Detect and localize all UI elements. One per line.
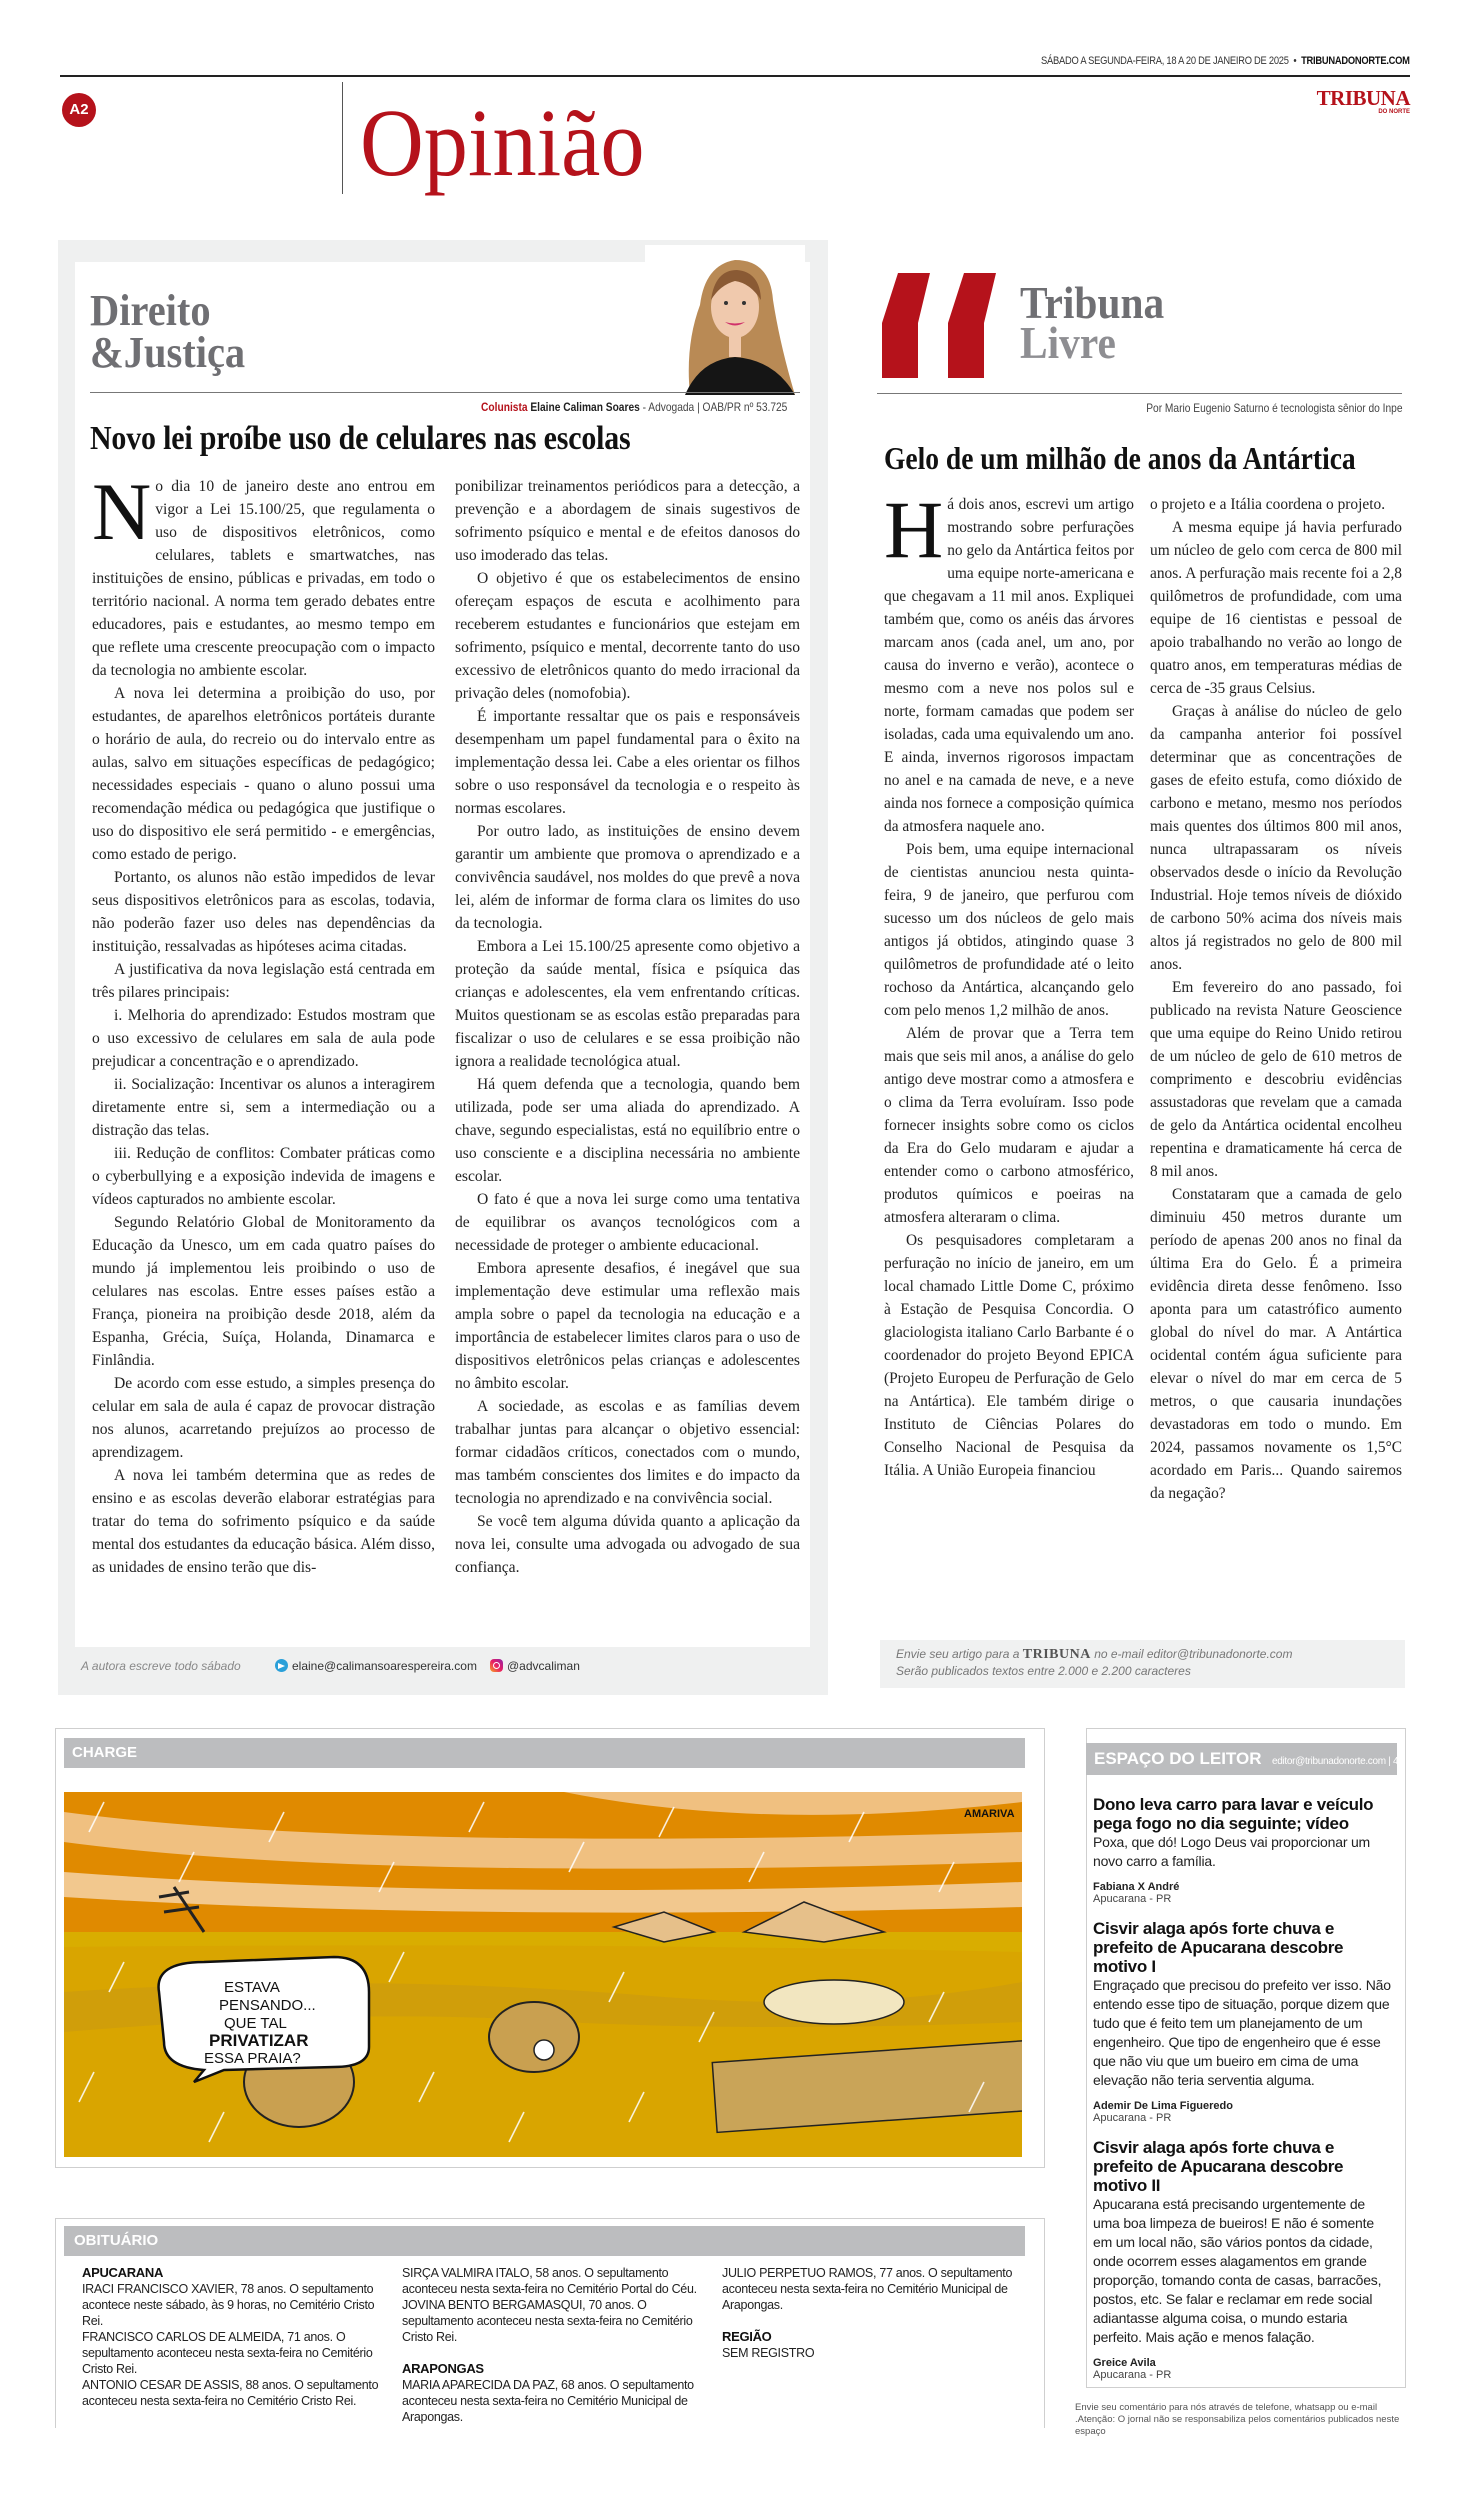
letter-author: Ademir De Lima Figueredo [1093,2100,1233,2112]
charge-header: CHARGE [64,1738,1025,1768]
submission-brand: TRIBUNA [1022,1647,1091,1662]
article-paragraph: O fato é que a nova lei surge como uma tentativa de equilibrar os avanços tecnológicos com a necessidade de proteger o ambiente educacional. [455,1191,800,1254]
brand-logo[interactable] [1317,88,1410,115]
obit-entry: SIRÇA VALMIRA ITALO, 58 anos. O sepultamento aconteceu nesta sexta-feira no Cemitério Portal do Céu. [402,2266,697,2296]
submission-note [880,1640,1405,1688]
article-column-2 [455,475,800,1610]
article-paragraph: No dia 10 de janeiro deste ano entrou em vigor a Lei 15.100/25, que regulamenta o uso de dispositivos eletrônicos, como celulares, tablets e smartwatches, nas instituições de ensino, públicas e privadas, em todo o território nacional. A norma tem gerado debates entre educadores, pais e estudantes, ao mesmo tempo em que reflete uma crescente preocupação com o impacto da tecnologia no ambiente escolar. [92,475,435,679]
separator: • [1293,55,1297,67]
byline-label: Colunista [480,400,528,414]
header-rule [60,75,1410,77]
instagram-handle: @advcaliman [507,1659,580,1673]
columnist-instagram[interactable] [490,1659,580,1673]
title-divider [342,82,343,194]
article-paragraph: A nova lei determina a proibição do uso, por estudantes, de aparelhos eletrônicos portáteis durante o horário de aula, do recreio ou do intervalo entre as aulas, salvo em situações específicas de pedagógico; necessidades especiais - quano o aluno possui uma recomendação médica ou pedagógica que justifique o uso do dispositivo ele será permitido - e emergências, como estado de perigo. [92,685,435,863]
article-paragraph: Graças à análise do núcleo de gelo da campanha anterior foi possível determinar que as concentrações de gases de efeito estufa, como dióxido de carbono e metano, mesmo nos períodos mais quentes dos últimos 800 mil anos, nunca ultrapassaram os níveis observados desde o início da Revolução Industrial. Hoje temos níveis de dióxido de carbono 50% acima dos níveis mais altos já registrados no gelo de 800 mil anos. [1150,703,1402,973]
drop-cap: N [92,475,152,557]
speech-text-line2: PENSANDO... [219,1997,316,2014]
author-schedule-note: A autora escreve todo sábado [81,1659,241,1673]
quote-mark-icon [880,273,1000,378]
letter-author: Fabiana X André [1093,1881,1180,1893]
tribuna-livre-title-line1: Tribuna [1020,277,1165,328]
espaco-do-leitor-header [1086,1743,1451,1775]
tribuna-livre-rule [877,393,1402,394]
obit-entry: JULIO PERPETUO RAMOS, 77 anos. O sepultamento aconteceu nesta sexta-feira no Cemitério Municipal de Arapongas. [722,2266,1013,2312]
article-paragraph: Em fevereiro do ano passado, foi publicado na revista Nature Geoscience que uma equipe do Reino Unido retirou de um núcleo de gelo de 610 metros de comprimento e descobriu evidências assustadoras que revelam que a camada de gelo da Antártica ocidental encolheu repentina e dramaticamente há cerca de 8 mil anos. [1150,979,1402,1180]
column-header-rule [90,392,800,393]
speech-text-line3: QUE TAL [224,2015,287,2032]
article-paragraph: A sociedade, as escolas e as famílias devem trabalhar juntas para alcançar o objetivo essencial: formar cidadãos críticos, conectados com o mundo, mas também conscientes dos limites e do impacto da tecnologia no aprendizado e na convivência social. [455,1398,800,1507]
letter-city: Apucarana - PR [1093,2112,1172,2124]
reader-letters-list [1093,1795,1393,2395]
article-paragraph: Pois bem, uma equipe internacional de cientistas anunciou nesta quinta-feira, 9 de janeiro, que perfurou com sucesso um dos núcleos de gelo mais antigos já obtidos, atingindo quase 3 quilômetros de profundidade até o leito rochoso da Antártica, alcançando gelo com pelo menos 1,2 milhão de anos. [884,841,1134,1019]
website-link[interactable]: TRIBUNADONORTE.COM [1301,55,1410,67]
article-paragraph: Segundo Relatório Global de Monitoramento da Educação da Unesco, um em cada quatro países do mundo já implementou leis proibindo o uso de celulares nas escolas. Entre esses países estão a França, pioneira na proibição desde 2018, além da Espanha, Grécia, Suíça, Holanda, Dinamarca e Finlândia. [92,1214,435,1369]
tribuna-livre-headline: Gelo de um milhão de anos da Antártica [884,440,1356,476]
obit-city-title: ARAPONGAS [402,2361,484,2376]
letter-text: Poxa, que dó! Logo Deus vai proporcionar um novo carro a família. [1093,1834,1371,1869]
columnist-footer [75,1652,810,1682]
reader-disclaimer: Envie seu comentário para nós através de telefone, whatsapp ou e-mail .Atenção: O jornal não se responsabiliza pelos comentários publicados neste espaço [1075,2402,1400,2437]
article-paragraph: o projeto e a Itália coordena o projeto. [1150,496,1386,513]
obit-entry: JOVINA BENTO BERGAMASQUI, 70 anos. O sepultamento aconteceu nesta sexta-feira no Cemitério Cristo Rei. [402,2298,693,2344]
article-paragraph: De acordo com esse estudo, a simples presença do celular em sala de aula é capaz de provocar distração nos alunos, acarretando prejuízos ao processo de aprendizagem. [92,1375,435,1461]
article-paragraph: Portanto, os alunos não estão impedidos de levar seus dispositivos eletrônicos para as escolas, todavia, não poderão fazer uso deles nas dependências da instituição, ressalvadas as hipóteses acima citadas. [92,869,435,955]
letter-title: Cisvir alaga após forte chuva e prefeito de Apucarana descobre motivo I [1093,1919,1344,1976]
letter-author: Greice Avila [1093,2357,1156,2369]
article-paragraph: Constataram que a camada de gelo diminuiu 450 metros durante um período de apenas 200 anos no final da última Era do Gelo. É a primeira evidência direta desse fenômeno. Isso aponta para um catastrófico aumento global do nível do mar. A Antártica ocidental contém água suficiente para elevar o nível do mar em cerca de 5 metros, o que causaria inundações devastadoras em todo o mundo. Em 2024, passamos novamente os 1,5°C acordado em Paris... Quando sairemos da negação? [1150,1186,1402,1502]
article-headline: Novo lei proíbe uso de celulares nas escolas [90,420,631,457]
article-paragraph: O objetivo é que os estabelecimentos de ensino ofereçam espaços de escuta e acolhimento para receberem estudantes e funcionários que estejam em sofrimento, psíquico e mental, decorrente tanto do uso excessivo de eletrônicos quanto do medo irracional da privação deles (nomofobia). [455,570,800,702]
page-number-badge: A2 [62,93,96,127]
letter-city: Apucarana - PR [1093,1893,1172,1905]
reader-letter [1093,2138,1393,2381]
column-title-line1: Direito [90,286,211,335]
obituario-column-3 [722,2265,1022,2361]
obit-city-title: APUCARANA [82,2265,164,2280]
cartoonist-signature: AMARIVA [964,1808,1015,1820]
byline-role: - Advogada | OAB/PR nº 53.725 [639,400,787,414]
article-paragraph: ponibilizar treinamentos periódicos para a detecção, a prevenção e a abordagem de sinais sugestivos de sofrimento psíquico e mental e de efeitos danosos do uso imoderado das telas. [455,478,800,564]
obit-region-entry: SEM REGISTRO [722,2346,815,2360]
tribuna-livre-column-1 [884,493,1134,1618]
reader-letter [1093,1795,1393,1905]
article-paragraph: A justificativa da nova legislação está centrada em três pilares principais: [92,961,435,1001]
letter-title: Cisvir alaga após forte chuva e prefeito de Apucarana descobre motivo II [1093,2138,1344,2195]
obituario-column-1 [82,2265,382,2409]
article-paragraph: Os pesquisadores completaram a perfuração no início de janeiro, em um local chamado Little Dome C, próximo à Estação de Pesquisa Concordia. O glaciologista italiano Carlo Barbante é o coordenador do projeto Beyond EPICA (Projeto Europeu de Perfuração de Gelo na Antártica). Ele também dirige o Instituto de Ciências Polares do Conselho Nacional de Pesquisa da Itália. A União Europeia financiou [884,1232,1134,1479]
article-paragraph: A mesma equipe já havia perfurado um núcleo de gelo com cerca de 800 mil anos. A perfuração mais recente foi a 2,8 quilômetros de profundidade, com uma equipe de 16 cientistas e pessoal de apoio trabalhando no verão ao longo de quatro anos, em temperaturas médias de cerca de -35 graus Celsius. [1150,519,1402,697]
article-paragraph: i. Melhoria do aprendizado: Estudos mostram que o uso excessivo de celulares em sala de aula pode prejudicar a concentração e o aprendizado. [92,1007,435,1070]
submission-limits: Serão publicados textos entre 2.000 e 2.200 caracteres [896,1664,1191,1678]
article-paragraph: É importante ressaltar que os pais e responsáveis desempenham um papel fundamental para o êxito na implementação dessa lei. Cabe a eles orientar os filhos sobre o uso responsável da tecnologia e o respeito às normas escolares. [455,708,800,817]
submission-email[interactable]: no e-mail editor@tribunadonorte.com [1094,1647,1293,1661]
section-title: Opinião [360,89,645,196]
tribuna-livre-title-line2: Livre [1020,317,1116,368]
article-paragraph: Se você tem alguma dúvida quanto a aplicação da nova lei, consulte uma advogada ou advogado de sua confiança. [455,1513,800,1576]
columnist-email[interactable] [275,1659,477,1673]
telegram-icon [275,1659,288,1672]
article-paragraph: Há dois anos, escrevi um artigo mostrando sobre perfurações no gelo da Antártica feitos por uma equipe norte-americana e que chegavam a 11 mil anos. Expliquei também que, como os anéis das árvores marcam anos (cada anel, um ano, por causa do inverno e verão), acontece o mesmo com a neve nos polos sul e norte, formam camadas que podem ser isoladas, cada uma equivalendo um ano. E ainda, invernos rigorosos impactam no anel e na camada de neve, e a neve ainda nos fornece a composição química da atmosfera naquele ano. [884,493,1134,835]
article-column-1 [92,475,435,1610]
byline-author: Elaine Caliman Soares [530,400,640,414]
article-paragraph: Além de provar que a Terra tem mais que seis mil anos, a análise do gelo antigo deve mostrar como a atmosfera e o clima da Terra evoluíram. Isso pode fornecer insights sobre como os ciclos da Era do Gelo mudaram e ajudar a entender como o carbono atmosférico, produtos químicos e poeiras na atmosfera alteraram o clima. [884,1025,1134,1226]
article-paragraph: A nova lei também determina que as redes de ensino e as escolas deverão elaborar estratégias para tratar do tema do sofrimento psíquico e da saúde mental dos estudantes da educação básica. Além disso, as unidades de ensino terão que dis- [92,1467,435,1576]
article-paragraph: Embora a Lei 15.100/25 apresente como objetivo a proteção da saúde mental, física e psíquica das crianças e adolescentes, ela vem enfrentando críticas. Muitos questionam se as escolas estão preparadas para fiscalizar o uso de celulares e se essa proibição não ignora a realidade tecnológica atual. [455,938,800,1070]
article-paragraph: Embora apresente desafios, é inegável que sua implementação deve estimular uma reflexão mais ampla sobre o papel da tecnologia na educação e a importância de estabelecer limites claros para o uso de dispositivos eletrônicos pelas crianças e adolescentes no âmbito escolar. [455,1260,800,1392]
letter-city: Apucarana - PR [1093,2369,1172,2381]
obit-entry: ANTONIO CESAR DE ASSIS, 88 anos. O sepultamento aconteceu nesta sexta-feira no Cemitério Cristo Rei. [82,2378,379,2408]
obit-region-title: REGIÃO [722,2329,772,2344]
brand-logo-subtext: DO NORTE [1378,109,1410,115]
speech-text-line5: ESSA PRAIA? [204,2050,301,2067]
tribuna-livre-title [1020,277,1165,368]
obit-entry: IRACI FRANCISCO XAVIER, 78 anos. O sepultamento acontece neste sábado, às 9 horas, no Cemitério Cristo Rei. [82,2282,375,2328]
article-paragraph: iii. Redução de conflitos: Combater práticas como o cyberbullying e a exposição indevida de imagens e vídeos capturados no ambiente escolar. [92,1145,435,1208]
cartoon-image [64,1792,1022,2157]
espaco-do-leitor-contact: editor@tribunadonorte.com | 43 3420-1169 [1271,1756,1451,1767]
columnist-byline [481,400,787,414]
brand-logo-text: TRIBUNA [1316,86,1410,110]
article-paragraph: Há quem defenda que a tecnologia, quando bem utilizada, pode ser uma aliada do aprendizado. A chave, segundo especialistas, está no equilíbrio entre o uso consciente e a disciplina necessária no ambiente escolar. [455,1076,800,1185]
obit-entry: MARIA APARECIDA DA PAZ, 68 anos. O sepultamento aconteceu nesta sexta-feira no Cemitério Municipal de Arapongas. [402,2378,694,2424]
speech-text-line4: PRIVATIZAR [209,2031,309,2050]
speech-text-line1: ESTAVA [224,1979,280,1996]
article-paragraph: ii. Socialização: Incentivar os alunos a interagirem diretamente entre si, sem a intermediação ou a distração das telas. [92,1076,435,1139]
obituario-header: OBITUÁRIO [64,2226,1025,2256]
tribuna-livre-column-2 [1150,493,1402,1618]
date-text: SÁBADO A SEGUNDA-FEIRA, 18 A 20 DE JANEIRO DE 2025 [1041,55,1289,67]
dateline [1041,55,1410,67]
obituario-column-2 [402,2265,702,2425]
column-title [90,286,246,377]
instagram-icon [490,1659,503,1672]
letter-text: Engraçado que precisou do prefeito ver isso. Não entendo esse tipo de situação, porque dizem que tudo que é feito tem um planejamento de um engenheiro. Que tipo de engenheiro que é esse que não viu que um bueiro em cima de uma elevação não teria serventia alguma. [1093,1977,1391,2088]
column-title-line2: &Justiça [90,328,246,377]
tribuna-livre-byline: Por Mario Eugenio Saturno é tecnologista sênior do Inpe [1146,401,1403,415]
letter-title: Dono leva carro para lavar e veículo pega fogo no dia seguinte; vídeo [1093,1795,1374,1833]
obit-entry: FRANCISCO CARLOS DE ALMEIDA, 71 anos. O sepultamento aconteceu nesta sexta-feira no Cemitério Cristo Rei. [82,2330,373,2376]
reader-letter [1093,1919,1393,2124]
submission-text: Envie seu artigo para a [896,1647,1020,1661]
columnist-photo [645,245,805,395]
email-text: elaine@calimansoarespereira.com [292,1659,477,1673]
article-paragraph: Por outro lado, as instituições de ensino devem garantir um ambiente que promova o aprendizado e a convivência saudável, nos moldes do que prevê a nova lei, além de informar de forma clara os limites do uso da tecnologia. [455,823,800,932]
espaco-do-leitor-title: ESPAÇO DO LEITOR [1094,1749,1262,1768]
letter-text: Apucarana está precisando urgentemente de uma boa limpeza de bueiros! E não é somente em um local não, são vários pontos da cidade, onde ocorrem esses alagamentos em grande proporção, tomando conta de casas, barracões, postos, etc. Se falar e reclamar em rede social adiantasse alguma coisa, o mundo estaria perfeito. Mais ação e menos falação. [1093,2196,1382,2345]
drop-cap: H [884,493,944,575]
